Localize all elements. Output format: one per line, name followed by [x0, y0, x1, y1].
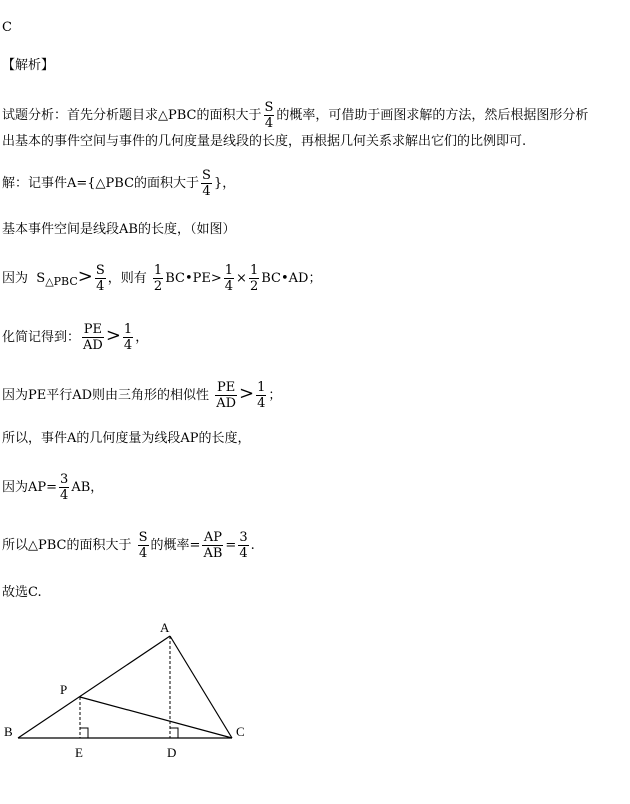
fraction-1-over-4: $\frac{1}{4}$ — [257, 380, 266, 411]
fraction-s-over-4: $\frac{S}{4}$ — [264, 100, 274, 131]
probability-middle: 的概率= — [150, 538, 201, 553]
label-b: B — [4, 724, 13, 739]
term-bc-ad: BC•AD； — [261, 271, 322, 286]
label-p: P — [60, 682, 68, 697]
conclusion-line: 故选C. — [2, 585, 42, 600]
simplify-line — [2, 322, 148, 353]
solution-suffix: }， — [213, 176, 236, 191]
simplify-prefix: 化简记得到： — [2, 330, 81, 345]
parallel-suffix: ； — [268, 388, 282, 403]
answer-letter: C — [2, 20, 12, 35]
label-e: E — [75, 745, 83, 760]
right-angle-mark-d — [170, 728, 178, 738]
fraction-3-over-4: $\frac{3}{4}$ — [60, 472, 69, 503]
area-symbol: S — [36, 271, 46, 286]
segment-pc — [80, 697, 232, 738]
basic-space-line: 基本事件空间是线段AB的长度，（如图） — [2, 222, 236, 237]
analysis-text-1: 试题分析：首先分析题目求△PBC的面积大于 — [2, 108, 262, 123]
fraction-3-over-4: $\frac{3}{4}$ — [239, 530, 248, 561]
greater-sign: > — [239, 383, 255, 404]
analysis-text-2: 的概率，可借助于画图求解的方法，然后根据图形分析 — [276, 108, 589, 123]
fraction-1-over-4: $\frac{1}{4}$ — [224, 263, 234, 294]
fraction-s-over-4: $\frac{S}{4}$ — [95, 263, 105, 294]
area-subscript: △PBC — [45, 275, 78, 288]
simplify-suffix: ， — [135, 330, 149, 345]
because-prefix: 因为 — [2, 271, 29, 286]
analysis-header: 【解析】 — [2, 58, 55, 73]
equals-sign: = — [225, 538, 237, 553]
fraction-s-over-4: $\frac{S}{4}$ — [202, 168, 211, 199]
greater-sign: > — [105, 325, 121, 346]
parallel-prefix: 因为PE平行AD则由三角形的相似性 — [2, 388, 210, 403]
label-c: C — [236, 724, 245, 739]
label-d: D — [167, 745, 177, 760]
ap-line — [2, 472, 103, 503]
solution-line — [2, 168, 235, 199]
segment-ac — [170, 636, 232, 738]
fraction-1-over-2: $\frac{1}{2}$ — [249, 263, 259, 294]
label-a: A — [160, 620, 170, 635]
probability-suffix: . — [250, 538, 255, 553]
fraction-1-over-2: $\frac{1}{2}$ — [153, 263, 163, 294]
segment-ba — [18, 636, 170, 738]
right-angle-mark-e — [80, 728, 88, 738]
so-measure-line: 所以，事件A的几何度量为线段AP的长度， — [2, 431, 251, 446]
parallel-line — [2, 380, 281, 411]
fraction-ap-over-ab: $\frac{AP}{AB}$ — [203, 530, 223, 561]
fraction-s-over-4: $\frac{S}{4}$ — [138, 530, 148, 561]
greater-sign: > — [77, 266, 93, 287]
fraction-1-over-4: $\frac{1}{4}$ — [123, 322, 133, 353]
fraction-pe-over-ad: $\frac{PE}{AD}$ — [216, 380, 237, 411]
probability-prefix: 所以△PBC的面积大于 — [2, 538, 132, 553]
because-line — [2, 263, 321, 294]
solution-prefix: 解：记事件A={△PBC的面积大于 — [2, 176, 200, 191]
times-sign: × — [236, 271, 247, 286]
because-middle: ，则有 — [107, 271, 147, 286]
ap-suffix: AB， — [71, 480, 104, 495]
probability-line — [2, 530, 255, 561]
analysis-line-2: 出基本的事件空间与事件的几何度量是线段的长度，再根据几何关系求解出它们的比例即可. — [2, 134, 527, 149]
ap-prefix: 因为AP= — [2, 480, 58, 495]
analysis-line-1 — [2, 100, 588, 131]
fraction-pe-over-ad: $\frac{PE}{AD}$ — [83, 322, 103, 353]
term-bc-pe: BC•PE> — [165, 271, 222, 286]
